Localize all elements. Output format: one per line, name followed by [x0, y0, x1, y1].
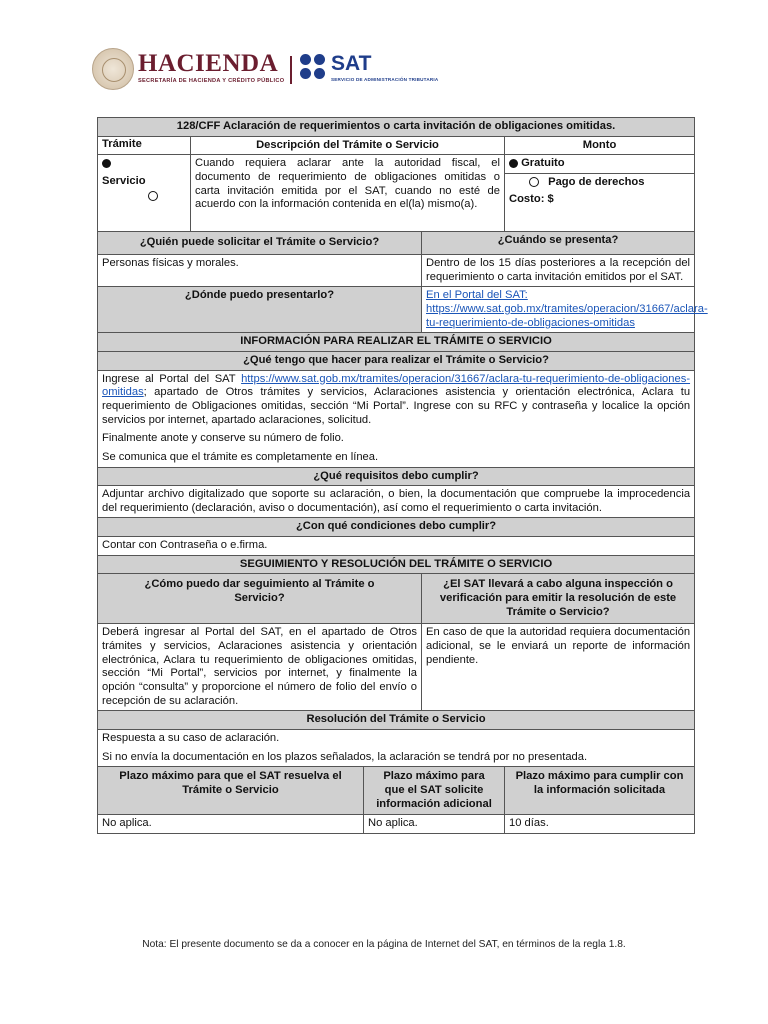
tramite-options — [98, 155, 191, 232]
tramite-radio-selected[interactable] — [102, 159, 111, 168]
donde-answer — [422, 287, 708, 333]
gratuito-label: Gratuito — [521, 157, 565, 170]
monto-header: Monto — [505, 136, 695, 155]
tramite-descripcion: Cuando requiera aclarar ante la autoridad fiscal, el documento de requerimiento de obligaciones omitidas o carta invitación emitida por el SAT, cuando no esté de acuerdo con la información contenida en el(la) mismo(a). — [191, 155, 505, 232]
tramite-header: Trámite — [98, 136, 191, 155]
plazo-resuelva-header: Plazo máximo para que el SAT resuelva el Trámite o Servicio — [98, 767, 364, 815]
sat-dots-icon — [300, 54, 326, 80]
cuando-header: ¿Cuándo se presenta? — [422, 232, 695, 255]
cuando-answer: Dentro de los 15 días posteriores a la recepción del requerimiento o carta invitación emitidos por el SAT. — [422, 254, 695, 286]
footer-note: Nota: El presente documento se da a conocer en la página de Internet del SAT, en términos de la regla 1.8. — [142, 939, 626, 950]
costo-label: Costo: $ — [509, 192, 554, 205]
resolucion-answer — [98, 730, 695, 767]
tramite-url-link[interactable]: https://www.sat.gob.mx/tramites/operacion/31667/aclara-tu-requerimiento-de-obligaciones-omitidas — [426, 302, 708, 329]
que-hacer-folio: Finalmente anote y conserve su número de folio. — [102, 432, 344, 445]
servicio-option-label: Servicio — [102, 174, 146, 187]
hacienda-logo-title: HACIENDA — [138, 50, 279, 77]
mexico-seal-icon — [92, 48, 134, 90]
requisitos-header: ¿Qué requisitos debo cumplir? — [98, 467, 695, 486]
logo-divider — [290, 56, 292, 84]
hacienda-logo-subtitle: SECRETARÍA DE HACIENDA Y CRÉDITO PÚBLICO — [138, 78, 285, 84]
seguimiento-section-header: SEGUIMIENTO Y RESOLUCIÓN DEL TRÁMITE O SERVICIO — [98, 555, 695, 574]
resolucion-line-2: Si no envía la documentación en los plazos señalados, la aclaración se tendrá por no presentada. — [102, 750, 588, 763]
que-hacer-steps: ; apartado de Otros trámites y servicios, Aclaraciones asistencia y orientación electrónica, Aclara tu requerimiento de Obligaciones omitidas, sección “Mi Portal”. Ingrese con su RFC y contraseña y localice la opción servicios por internet, apartado aclaraciones, solicitud. — [102, 386, 691, 426]
que-hacer-header: ¿Qué tengo que hacer para realizar el Trámite o Servicio? — [98, 351, 695, 370]
resolucion-section-header: Resolución del Trámite o Servicio — [98, 711, 695, 730]
plazo-cumplir-value: 10 días. — [505, 815, 695, 834]
inspeccion-header: ¿El SAT llevará a cabo alguna inspección o verificación para emitir la resolución de este Trámite o Servicio? — [422, 574, 695, 624]
seguimiento-header: ¿Cómo puedo dar seguimiento al Trámite o Servicio? — [98, 574, 422, 624]
condiciones-answer: Contar con Contraseña o e.firma. — [98, 537, 695, 556]
que-hacer-link[interactable]: https://www.sat.gob.mx/tramites/operacion/31667/aclara-tu-requerimiento-de-obligaciones-omitidas — [102, 372, 691, 399]
servicio-radio[interactable] — [148, 191, 158, 201]
que-hacer-answer — [98, 370, 695, 467]
donde-header: ¿Dónde puedo presentarlo? — [98, 287, 422, 333]
plazo-solicite-value: No aplica. — [364, 815, 505, 834]
form-title: 128/CFF Aclaración de requerimientos o carta invitación de obligaciones omitidas. — [98, 118, 695, 137]
sat-logo-title: SAT — [331, 52, 372, 75]
pago-option — [505, 174, 695, 232]
portal-sat-link[interactable]: En el Portal del SAT: — [426, 289, 528, 302]
plazo-solicite-header: Plazo máximo para que el SAT solicite información adicional — [364, 767, 505, 815]
gratuito-option — [505, 155, 695, 174]
quien-answer: Personas físicas y morales. — [98, 254, 422, 286]
page-header — [92, 48, 452, 92]
plazo-resuelva-value: No aplica. — [98, 815, 364, 834]
que-hacer-intro: Ingrese al Portal del SAT — [102, 372, 242, 385]
descripcion-header: Descripción del Trámite o Servicio — [191, 136, 505, 155]
inspeccion-answer: En caso de que la autoridad requiera documentación adicional, se le enviará un reporte de información pendiente. — [422, 624, 695, 711]
pago-radio[interactable] — [529, 177, 539, 187]
gratuito-radio-selected[interactable] — [509, 159, 518, 168]
condiciones-header: ¿Con qué condiciones debo cumplir? — [98, 518, 695, 537]
procedure-form — [97, 117, 708, 834]
requisitos-answer: Adjuntar archivo digitalizado que soporte su aclaración, o bien, la documentación que compruebe la improcedencia del requerimiento (declaración, aviso o documentación), así como el requerimiento o carta invitación. — [98, 486, 695, 518]
plazo-cumplir-header: Plazo máximo para cumplir con la información solicitada — [505, 767, 695, 815]
quien-header: ¿Quién puede solicitar el Trámite o Servicio? — [98, 232, 422, 255]
info-section-header: INFORMACIÓN PARA REALIZAR EL TRÁMITE O SERVICIO — [98, 333, 695, 352]
seguimiento-answer: Deberá ingresar al Portal del SAT, en el apartado de Otros trámites y servicios, Aclaraciones asistencia y orientación electrónica, Aclara tu requerimiento de obligaciones omitidas, sección “Mi Portal”, servicios por internet, y finalmente la opción “consulta” y proporcione el número de folio del envío o recepción de su aclaración. — [98, 624, 422, 711]
pago-label: Pago de derechos — [548, 176, 645, 189]
sat-logo-subtitle: SERVICIO DE ADMINISTRACIÓN TRIBUTARIA — [331, 77, 439, 82]
resolucion-line-1: Respuesta a su caso de aclaración. — [102, 732, 280, 744]
que-hacer-online: Se comunica que el trámite es completamente en línea. — [102, 450, 379, 463]
